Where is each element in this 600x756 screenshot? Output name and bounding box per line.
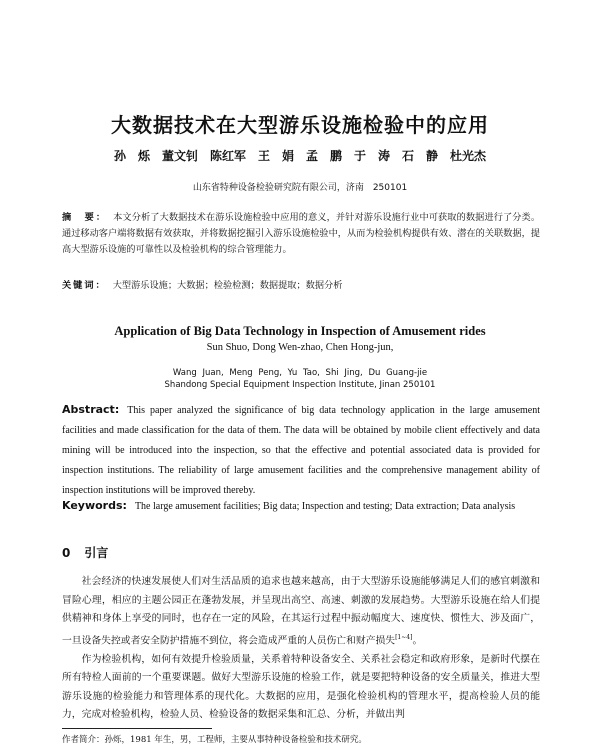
authors-en: Sun Shuo, Dong Wen-zhao, Chen Hong-jun,: [206, 342, 394, 353]
abstract-cn: [62, 210, 540, 258]
keywords-cn-text: 大型游乐设施；大数据；检验检测；数据提取；数据分析: [112, 280, 343, 291]
authors-cn: 孙 烁 董文钊 陈红军 王 娟 孟 鹏 于 涛 石 静 杜光杰: [113, 149, 486, 163]
body-text: [62, 573, 540, 725]
paper-title-en: Application of Big Data Technology in Inspection of Amusement rides: [114, 324, 486, 338]
author-names-en: Wang Juan, Meng Peng, Yu Tao, Shi Jing, Du Guang-jie: [172, 368, 428, 378]
paragraph-1-text: 社会经济的快速发展使人们对生活品质的追求也越来越高，由于大型游乐设施能够满足人们的感官刺激和冒险心理，相应的主题公园正在蓬勃发展，并呈现出高空、高速、刺激的发展趋势。大型游乐设施在给人们提供精神和身体上享受的同时，也存在一定的风险，在其运行过程中振动幅度大、速度快、惯性大、涉及面广，一旦设备失控或者安全防护措施不到位，将会造成严重的人员伤亡和财产损失: [62, 576, 540, 647]
keywords-en: [62, 497, 540, 516]
affiliation-en: Shandong Special Equipment Inspection Institute, Jinan 250101: [164, 380, 436, 390]
keywords-en-label: Keywords:: [62, 499, 127, 512]
abstract-en-text: This paper analyzed the significance of big data technology application in the large amusement facilities and made classification for the data of them. The data will be obtained by mobile client effectively and data mining will be introduced into the inspection, so that the effective and potential associated data is provided for inspection institutions. The reliability of large amusement facilities and the comprehensive management ability of inspection institutions will be improved thereby.: [62, 405, 540, 496]
paragraph-1-end: 。: [412, 635, 423, 647]
affiliation-cn: 山东省特种设备检验研究院有限公司，济南 250101: [192, 183, 408, 193]
section-title: 引言: [84, 546, 109, 560]
abstract-en-label: Abstract:: [62, 403, 120, 416]
abstract-en: [62, 400, 540, 501]
paragraph-2: 作为检验机构，如何有效提升检验质量，关系着特种设备安全、关系社会稳定和政府形象，是新时代摆在所有特检人面前的一个重要课题。做好大型游乐设施的检验工作，就是要把特种设备的安全质量关，推进大型游乐设施的检验能力和管理体系的现代化。大数据的应用，是强化检验机构的管理水平，提高检验人员的能力，完成对检验机构，检验人员、检验设备的数据采集和汇总、分析，并做出判: [62, 653, 540, 721]
section-heading: [62, 544, 108, 561]
keywords-en-text: The large amusement facilities; Big data; Inspection and testing; Data extraction; Data analysis: [134, 501, 516, 512]
paragraph-1: [62, 573, 540, 651]
footnote-rule: [62, 728, 212, 729]
citation-ref: [1~4]: [395, 633, 413, 641]
abstract-cn-text: 本文分析了大数据技术在游乐设施检验中应用的意义，并针对游乐设施行业中可获取的数据进行了分类。通过移动客户端将数据有效获取，并将数据挖掘引入游乐设施检验中，从而为检验机构提供有效、潜在的关联数据，提高大型游乐设施的可靠性以及检验机构的综合管理能力。: [62, 212, 541, 255]
keywords-cn-label: 关键词：: [62, 280, 107, 291]
section-number: 0: [62, 546, 71, 560]
paper-title-cn: 大数据技术在大型游乐设施检验中的应用: [111, 113, 489, 137]
abstract-cn-label: 摘 要：: [62, 212, 108, 223]
keywords-cn: [62, 277, 540, 291]
footnote: 作者简介：孙烁，1981 年生，男，工程师，主要从事特种设备检验和技术研究。: [62, 735, 367, 745]
